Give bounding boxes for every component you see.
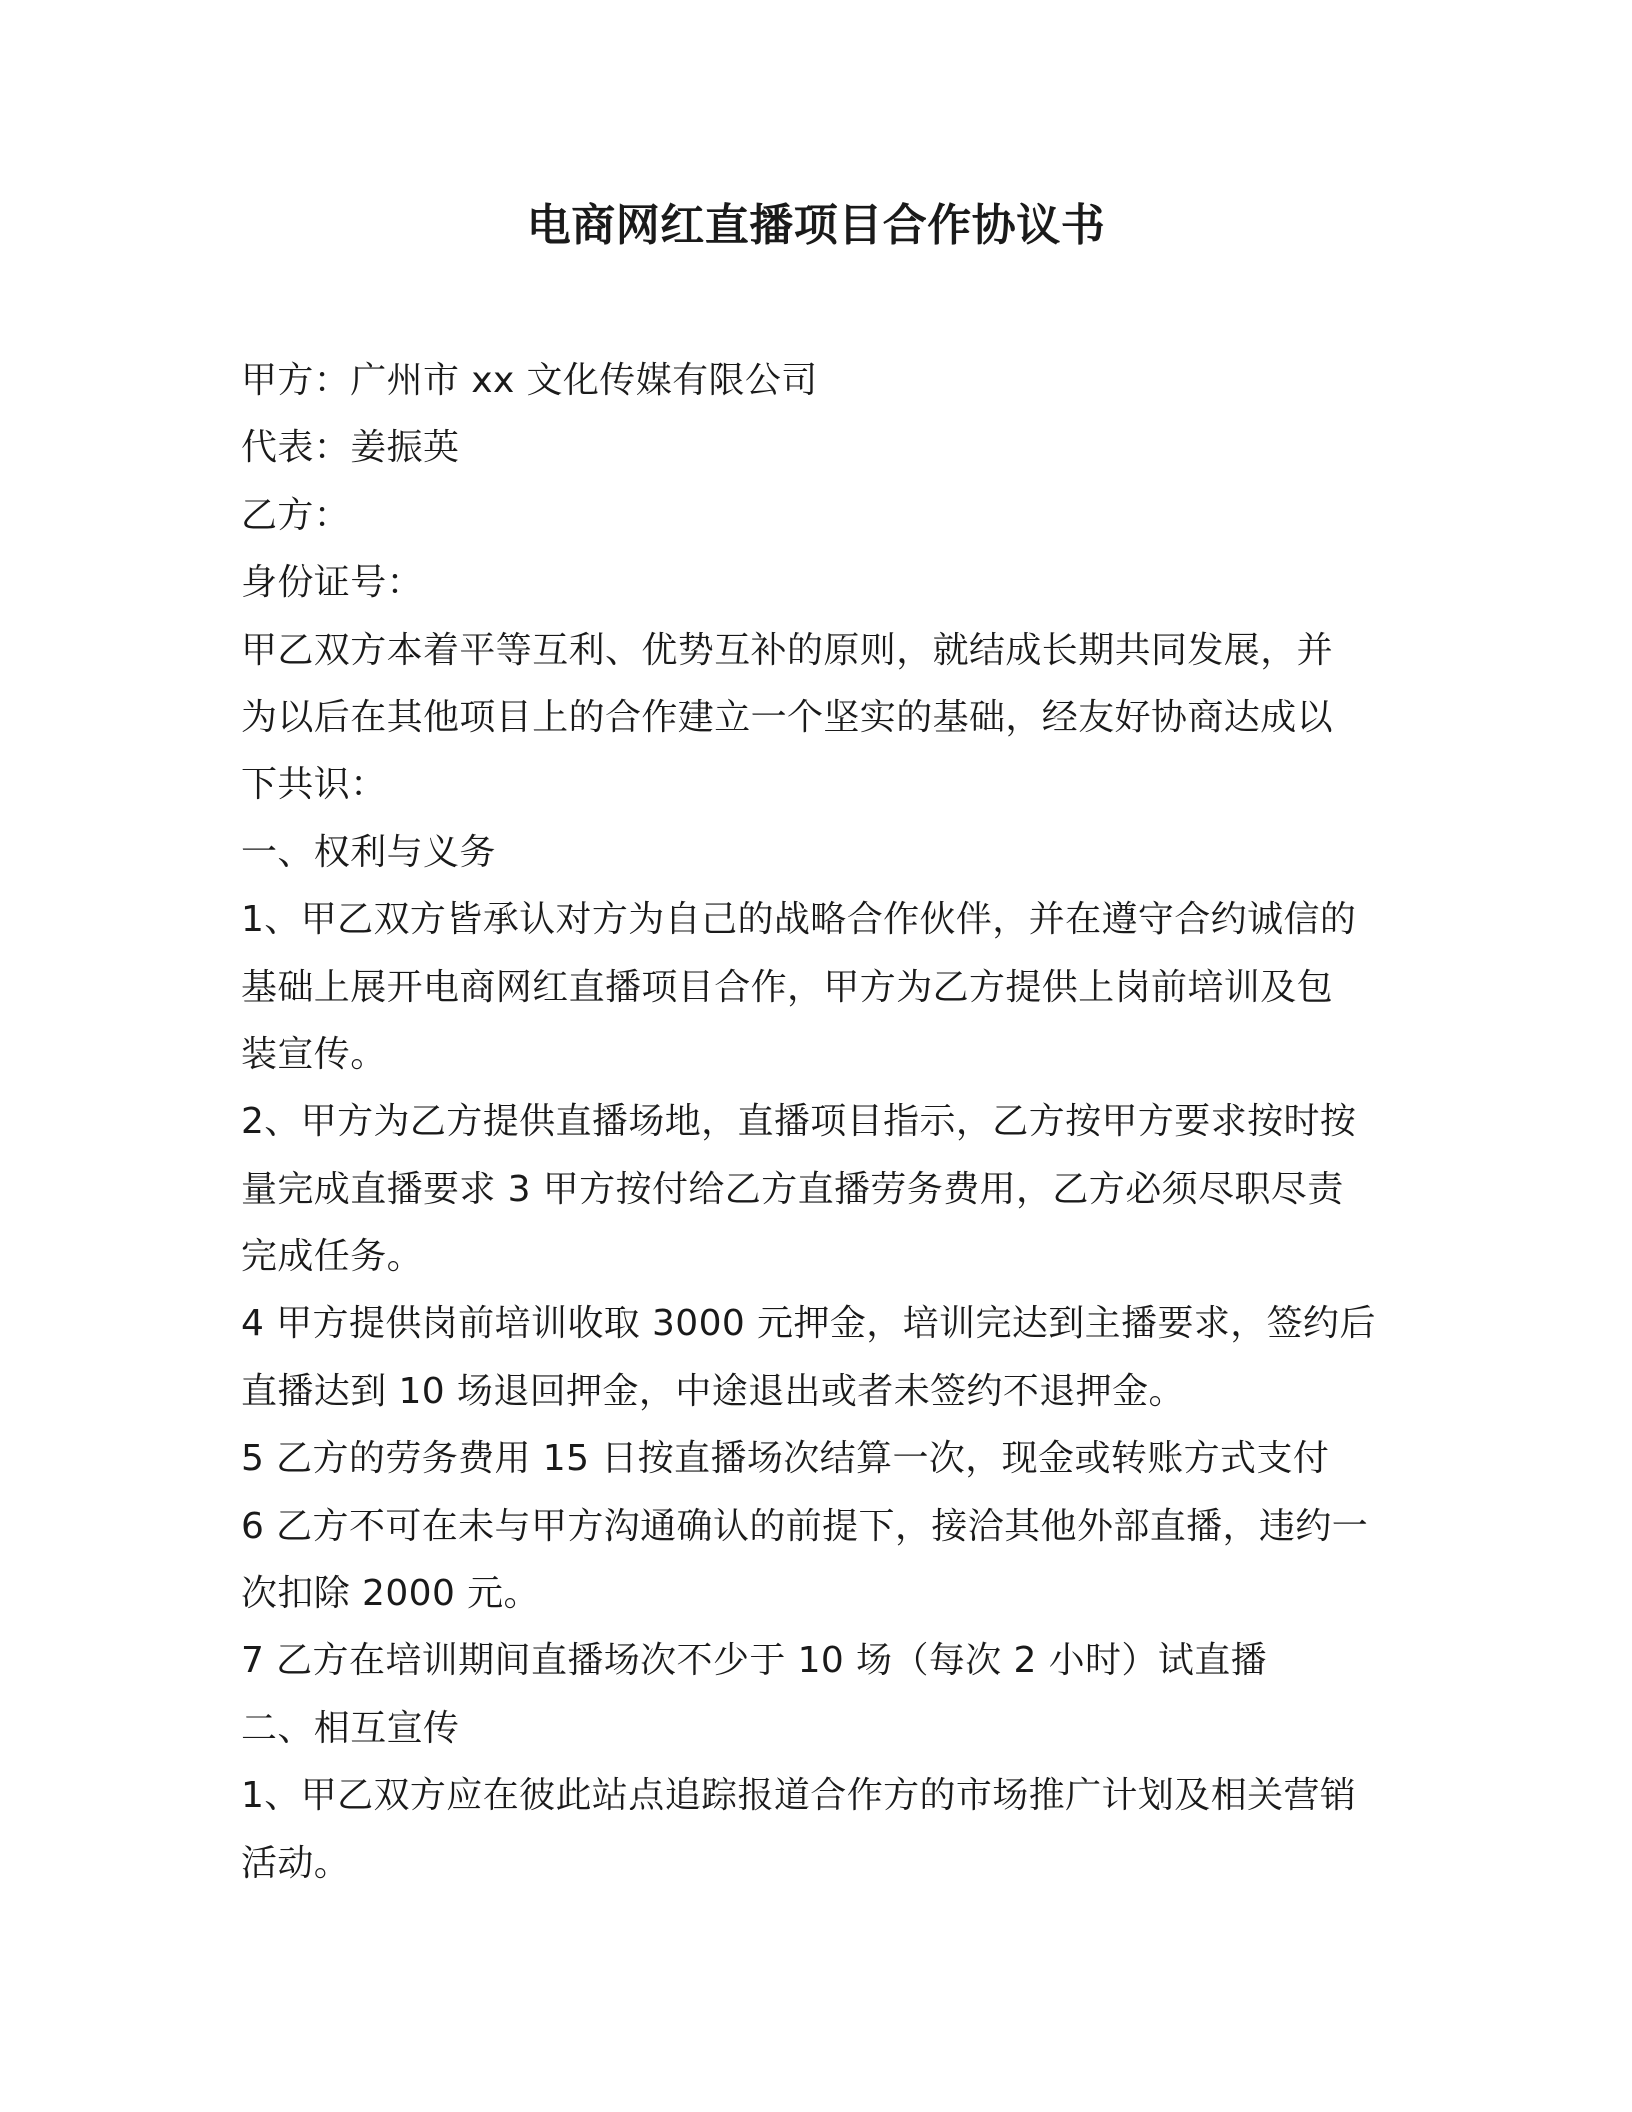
- clause-line: 基础上展开电商网红直播项目合作，甲方为乙方提供上岗前培训及包: [241, 966, 1334, 1008]
- clause-line: 次扣除 2000 元。: [241, 1573, 540, 1615]
- representative-line: 代表：姜振英: [241, 427, 460, 469]
- preamble-line: 下共识：: [241, 764, 387, 806]
- clause-line: 7 乙方在培训期间直播场次不少于 10 场（每次 2 小时）试直播: [241, 1640, 1268, 1682]
- clause-line: 活动。: [241, 1842, 351, 1884]
- document-title: 电商网红直播项目合作协议书: [526, 200, 1106, 251]
- preamble-line: 甲乙双方本着平等互利、优势互补的原则，就结成长期共同发展，并: [241, 629, 1334, 671]
- preamble-line: 为以后在其他项目上的合作建立一个坚实的基础，经友好协商达成以: [241, 696, 1334, 738]
- clause-line: 5 乙方的劳务费用 15 日按直播场次结算一次，现金或转账方式支付: [241, 1438, 1330, 1480]
- party-b-line: 乙方：: [241, 494, 351, 536]
- section-heading-promotion: 二、相互宣传: [241, 1707, 460, 1749]
- clause-line: 4 甲方提供岗前培训收取 3000 元押金，培训完达到主播要求，签约后: [241, 1303, 1376, 1345]
- clause-line: 1、甲乙双方皆承认对方为自己的战略合作伙伴，并在遵守合约诚信的: [241, 899, 1357, 941]
- clause-line: 装宣传。: [241, 1033, 387, 1075]
- clause-line: 1、甲乙双方应在彼此站点追踪报道合作方的市场推广计划及相关营销: [241, 1775, 1357, 1817]
- clause-line: 直播达到 10 场退回押金，中途退出或者未签约不退押金。: [241, 1370, 1185, 1412]
- clause-line: 完成任务。: [241, 1236, 424, 1278]
- id-number-line: 身份证号：: [241, 562, 424, 604]
- section-heading-rights: 一、权利与义务: [241, 831, 496, 873]
- document-body: [241, 347, 1401, 1897]
- party-a-line: 甲方：广州市 xx 文化传媒有限公司: [241, 360, 818, 401]
- clause-line: 2、甲方为乙方提供直播场地，直播项目指示，乙方按甲方要求按时按: [241, 1101, 1357, 1143]
- clause-line: 6 乙方不可在未与甲方沟通确认的前提下，接洽其他外部直播，违约一: [241, 1505, 1369, 1547]
- clause-line: 量完成直播要求 3 甲方按付给乙方直播劳务费用，乙方必须尽职尽责: [241, 1168, 1344, 1210]
